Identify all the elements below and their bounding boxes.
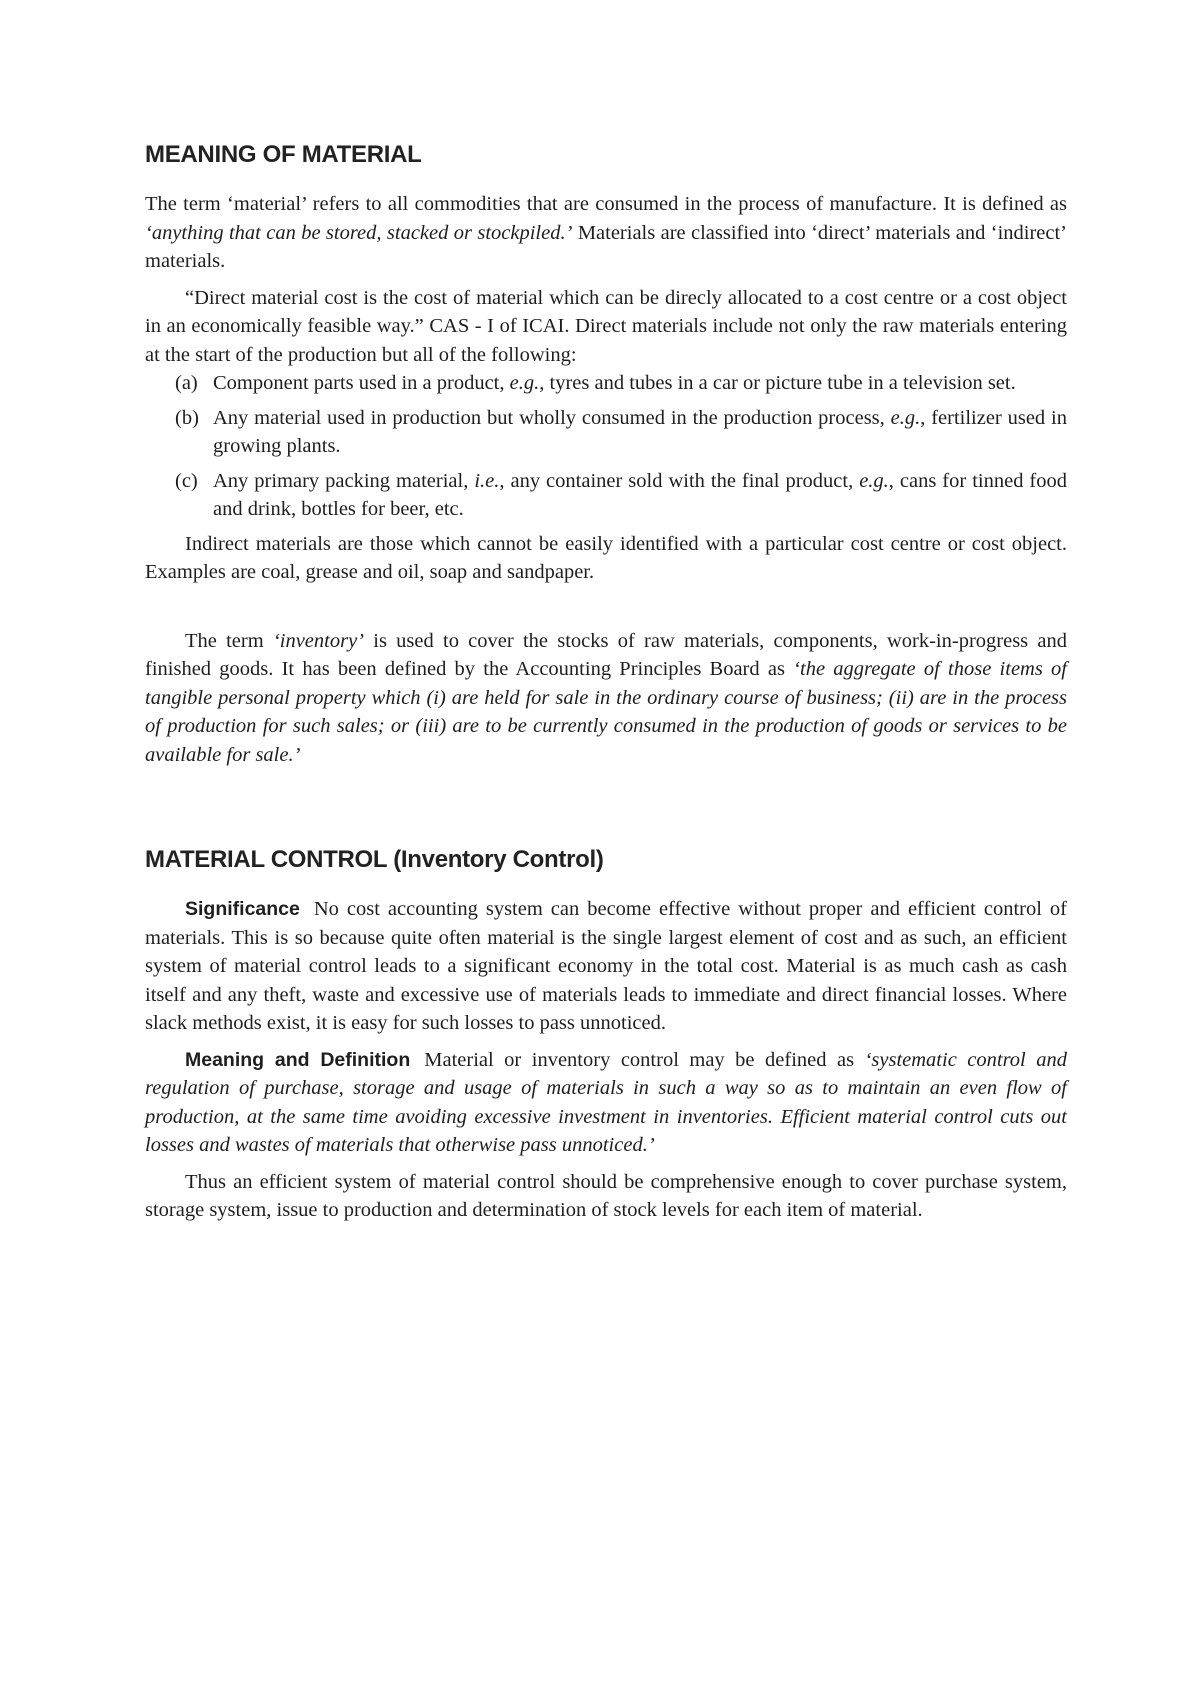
text-run: Materials are classified into ‘direct’ materials and ‘indirect’ materials.: [145, 221, 1068, 272]
text-run: Material or inventory control may be defined as: [424, 1048, 865, 1071]
heading-material-control: [145, 845, 1067, 875]
section-inventory: [145, 627, 1067, 770]
list-item: [175, 467, 1067, 524]
italic-quote: ‘anything that can be stored, stacked or stockpiled.’: [145, 221, 573, 244]
list-marker: (b): [175, 406, 199, 429]
direct-material-list: [145, 369, 1067, 524]
paragraph-inventory-definition: [145, 627, 1067, 770]
italic-abbrev: i.e.: [474, 469, 500, 492]
paragraph-direct-material: “Direct material cost is the cost of material which can be direcly allocated to a cost centre or a cost object in an economically feasible way.” CAS - I of ICAI. Direct materials include not only the raw materials entering at the start of the production but all of the following:: [145, 286, 1067, 366]
paragraph-meaning-definition: [145, 1046, 1067, 1160]
paragraph-significance: [145, 895, 1067, 1038]
text-run: , cans for tinned food and drink, bottles for beer, etc.: [213, 469, 1067, 520]
text-run: Any material used in production but wholly consumed in the production process,: [213, 406, 891, 429]
document-page: [145, 140, 1067, 1225]
heading-main: MATERIAL CONTROL: [145, 846, 387, 873]
text-run: , tyres and tubes in a car or picture tube in a television set.: [539, 372, 1016, 394]
text-run: Any primary packing material,: [213, 469, 475, 492]
heading-meaning-of-material: MEANING OF MATERIAL: [145, 141, 422, 168]
text-run: No cost accounting system can become effective without proper and efficient control of materials. This is so because quite often material is the single largest element of cost and as such, an efficient system of material control leads to a significant economy in the total cost. Material is as much cash as cash itself and any theft, waste and excessive use of materials leads to immediate and direct financial losses. Where slack methods exist, it is easy for such losses to pass unnoticed.: [145, 898, 1067, 1034]
text-run: is used to cover the stocks of raw materials, components, work-in-progress and finished goods. It has been defined by the Accounting Principles Board as: [145, 629, 1067, 680]
text-run: , fertilizer used in growing plants.: [213, 406, 1067, 457]
section-meaning-of-material: [145, 140, 1067, 587]
text-run: , any container sold with the final product,: [499, 469, 860, 492]
italic-abbrev: e.g.: [859, 469, 889, 492]
list-marker: (c): [175, 469, 198, 492]
paragraph-indirect-material: Indirect materials are those which cannot be easily identified with a particular cost centre or cost object. Examples are coal, grease and oil, soap and sandpaper.: [145, 532, 1067, 583]
italic-quote: ‘the aggregate of those items of tangible personal property which (i) are held for sale in the ordinary course of business; (ii) are in the process of production for such sales; or (iii) are to be currently consumed in the production of goods or services to be available for sale.’: [145, 658, 1067, 766]
paragraph-conclusion: Thus an efficient system of material control should be comprehensive enough to cover purchase system, storage system, issue to production and determination of stock levels for each item of material.: [145, 1170, 1067, 1221]
list-item: [175, 404, 1067, 461]
italic-term: ‘inventory’: [272, 629, 365, 652]
italic-quote: ‘systematic control and regulation of purchase, storage and usage of materials in such a way so as to maintain an even flow of production, at the same time avoiding excessive investment in inventories. Efficient material control cuts out losses and wastes of materials that otherwise pass unnoticed.’: [145, 1048, 1067, 1156]
paragraph-material-definition: [145, 190, 1067, 276]
heading-paren: (Inventory Control): [393, 846, 604, 873]
text-run: The term ‘material’ refers to all commodities that are consumed in the process of manufacture. It is defined as: [145, 193, 1067, 215]
italic-abbrev: e.g.: [890, 406, 921, 429]
list-item: [175, 369, 1067, 398]
text-run: The term: [185, 629, 273, 652]
run-in-title-definition: Meaning and Definition: [185, 1048, 411, 1071]
text-run: Component parts used in a product,: [213, 372, 510, 394]
italic-abbrev: e.g.: [509, 372, 540, 394]
run-in-title-significance: Significance: [185, 898, 300, 920]
list-marker: (a): [175, 372, 198, 394]
section-material-control: [145, 845, 1067, 1225]
